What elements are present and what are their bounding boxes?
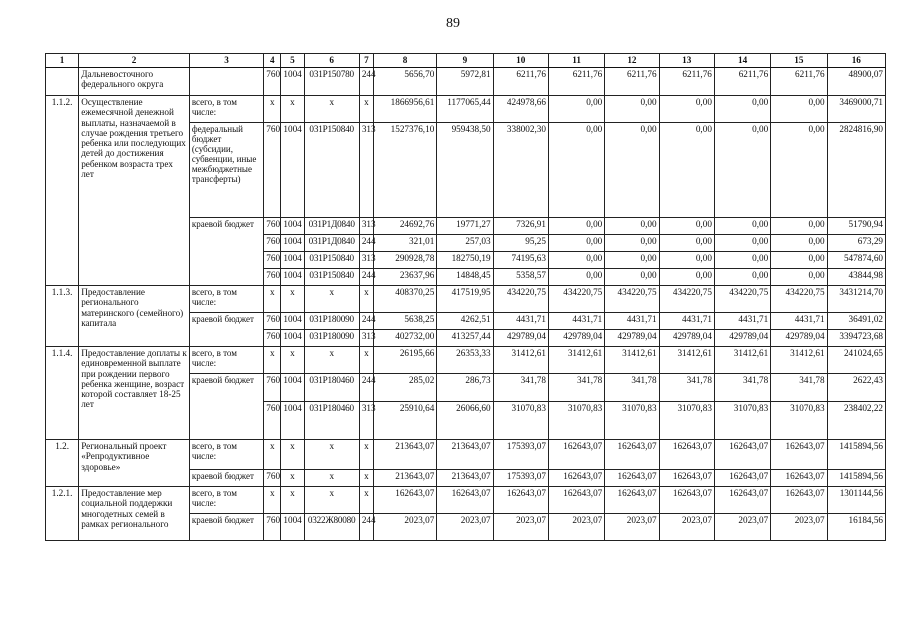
value-cell: 0,00 (771, 235, 827, 252)
value-cell: 424978,66 (493, 96, 548, 123)
value-cell: 7326,91 (493, 218, 548, 235)
code-cell: x (304, 440, 359, 470)
funding-source: краевой бюджет (189, 218, 263, 286)
code-cell: 0322Ж80080 (304, 514, 359, 541)
value-cell: 1301144,56 (827, 487, 885, 514)
value-cell: 0,00 (659, 96, 714, 123)
value-cell: 321,01 (373, 235, 436, 252)
code-cell: 1004 (281, 514, 304, 541)
code-cell: x (359, 487, 373, 514)
value-cell: 413257,44 (437, 330, 493, 347)
code-cell: 313 (359, 252, 373, 269)
value-cell: 0,00 (548, 123, 604, 218)
value-cell: 162643,07 (493, 487, 548, 514)
code-cell: x (281, 440, 304, 470)
value-cell: 26195,66 (373, 347, 436, 374)
value-cell: 0,00 (771, 269, 827, 286)
measure-name: Региональный проект «Репродуктивное здоровье» (79, 440, 190, 487)
value-cell: 6211,76 (771, 68, 827, 96)
code-cell: x (281, 470, 304, 487)
code-cell: 1004 (281, 402, 304, 440)
value-cell: 341,78 (659, 374, 714, 402)
code-cell: 031P180460 (304, 402, 359, 440)
code-cell: 760 (264, 514, 281, 541)
header-cell: 7 (359, 54, 373, 68)
value-cell: 25910,64 (373, 402, 436, 440)
value-cell: 31070,83 (714, 402, 770, 440)
value-cell: 434220,75 (659, 286, 714, 313)
value-cell: 16184,56 (827, 514, 885, 541)
row-number-cell: 1.1.3. (46, 286, 79, 347)
funding-source: краевой бюджет (189, 514, 263, 541)
value-cell: 429789,04 (548, 330, 604, 347)
value-cell: 162643,07 (548, 487, 604, 514)
code-cell: 244 (359, 514, 373, 541)
value-cell: 0,00 (714, 96, 770, 123)
value-cell: 31070,83 (659, 402, 714, 440)
table-row (46, 68, 886, 96)
code-cell: x (281, 96, 304, 123)
value-cell: 162643,07 (771, 440, 827, 470)
measure-name: Дальневосточного федерального округа (79, 68, 190, 96)
value-cell: 26066,60 (437, 402, 493, 440)
value-cell: 1415894,56 (827, 470, 885, 487)
header-cell: 16 (827, 54, 885, 68)
value-cell: 4431,71 (714, 313, 770, 330)
value-cell: 341,78 (714, 374, 770, 402)
code-cell: 244 (359, 374, 373, 402)
value-cell: 257,03 (437, 235, 493, 252)
value-cell: 417519,95 (437, 286, 493, 313)
table-row (46, 286, 886, 313)
value-cell: 31412,61 (493, 347, 548, 374)
header-row (46, 54, 886, 68)
value-cell: 162643,07 (771, 470, 827, 487)
value-cell: 434220,75 (605, 286, 659, 313)
value-cell: 31412,61 (771, 347, 827, 374)
value-cell: 0,00 (714, 123, 770, 218)
value-cell: 23637,96 (373, 269, 436, 286)
value-cell: 175393,07 (493, 440, 548, 470)
code-cell: 1004 (281, 123, 304, 218)
code-cell: 760 (264, 68, 281, 96)
value-cell: 51790,94 (827, 218, 885, 235)
value-cell: 2023,07 (493, 514, 548, 541)
value-cell: 341,78 (771, 374, 827, 402)
value-cell: 0,00 (714, 252, 770, 269)
value-cell: 0,00 (605, 218, 659, 235)
value-cell: 0,00 (714, 269, 770, 286)
value-cell: 14848,45 (437, 269, 493, 286)
value-cell: 175393,07 (493, 470, 548, 487)
value-cell: 0,00 (659, 252, 714, 269)
value-cell: 43844,98 (827, 269, 885, 286)
value-cell: 4431,71 (493, 313, 548, 330)
value-cell: 2023,07 (714, 514, 770, 541)
value-cell: 0,00 (771, 123, 827, 218)
code-cell: x (264, 440, 281, 470)
value-cell: 213643,07 (373, 470, 436, 487)
header-cell: 10 (493, 54, 548, 68)
value-cell: 338002,30 (493, 123, 548, 218)
code-cell: 031P150840 (304, 123, 359, 218)
value-cell: 434220,75 (548, 286, 604, 313)
value-cell: 31412,61 (548, 347, 604, 374)
value-cell: 4431,71 (659, 313, 714, 330)
value-cell: 31070,83 (493, 402, 548, 440)
header-cell: 9 (437, 54, 493, 68)
value-cell: 0,00 (605, 252, 659, 269)
code-cell: x (304, 470, 359, 487)
code-cell: x (281, 347, 304, 374)
code-cell: 031P150840 (304, 269, 359, 286)
value-cell: 95,25 (493, 235, 548, 252)
header-cell: 14 (714, 54, 770, 68)
value-cell: 959438,50 (437, 123, 493, 218)
value-cell: 213643,07 (437, 440, 493, 470)
value-cell: 5972,81 (437, 68, 493, 96)
code-cell: x (304, 487, 359, 514)
funding-source: федеральный бюджет (субсидии, субвенции, иные межбюджетные трансферты) (189, 123, 263, 218)
code-cell: x (264, 286, 281, 313)
code-cell: 244 (359, 313, 373, 330)
table-row (46, 347, 886, 374)
value-cell: 2023,07 (659, 514, 714, 541)
value-cell: 2023,07 (373, 514, 436, 541)
funding-source: всего, в том числе: (189, 286, 263, 313)
funding-source: всего, в том числе: (189, 347, 263, 374)
budget-table (45, 53, 886, 541)
value-cell: 6211,76 (605, 68, 659, 96)
code-cell: 760 (264, 218, 281, 235)
header-cell: 4 (264, 54, 281, 68)
funding-source: всего, в том числе: (189, 440, 263, 470)
value-cell: 408370,25 (373, 286, 436, 313)
measure-name: Предоставление доплаты к единовременной выплате при рождении первого ребенка женщине, возраст которой составляет 18-25 лет (79, 347, 190, 440)
value-cell: 290928,78 (373, 252, 436, 269)
value-cell: 31412,61 (605, 347, 659, 374)
value-cell: 0,00 (548, 235, 604, 252)
code-cell: 244 (359, 235, 373, 252)
row-number-cell: 1.2.1. (46, 487, 79, 541)
value-cell: 0,00 (771, 218, 827, 235)
value-cell: 162643,07 (714, 440, 770, 470)
code-cell: 031P1Д0840 (304, 235, 359, 252)
value-cell: 6211,76 (493, 68, 548, 96)
header-cell: 12 (605, 54, 659, 68)
code-cell: 760 (264, 123, 281, 218)
header-cell: 13 (659, 54, 714, 68)
code-cell: x (359, 470, 373, 487)
code-cell: 313 (359, 330, 373, 347)
page-number: 89 (446, 16, 460, 31)
value-cell: 0,00 (605, 235, 659, 252)
value-cell: 162643,07 (373, 487, 436, 514)
value-cell: 2023,07 (605, 514, 659, 541)
value-cell: 402732,00 (373, 330, 436, 347)
table-row (46, 487, 886, 514)
code-cell: 031P1Д0840 (304, 218, 359, 235)
code-cell: 760 (264, 330, 281, 347)
value-cell: 162643,07 (437, 487, 493, 514)
value-cell: 286,73 (437, 374, 493, 402)
value-cell: 429789,04 (771, 330, 827, 347)
value-cell: 162643,07 (714, 487, 770, 514)
header-cell: 1 (46, 54, 79, 68)
row-number-cell (46, 68, 79, 96)
value-cell: 0,00 (605, 123, 659, 218)
value-cell: 0,00 (605, 96, 659, 123)
value-cell: 341,78 (548, 374, 604, 402)
value-cell: 429789,04 (493, 330, 548, 347)
funding-source: всего, в том числе: (189, 487, 263, 514)
code-cell: 313 (359, 123, 373, 218)
code-cell: x (281, 286, 304, 313)
code-cell: x (359, 96, 373, 123)
value-cell: 162643,07 (659, 440, 714, 470)
header-cell: 6 (304, 54, 359, 68)
value-cell: 3469000,71 (827, 96, 885, 123)
value-cell: 0,00 (659, 123, 714, 218)
value-cell: 1415894,56 (827, 440, 885, 470)
code-cell: 031P180090 (304, 330, 359, 347)
code-cell: x (264, 96, 281, 123)
code-cell: 760 (264, 470, 281, 487)
code-cell: 313 (359, 218, 373, 235)
value-cell: 162643,07 (659, 470, 714, 487)
value-cell: 74195,63 (493, 252, 548, 269)
code-cell: 244 (359, 68, 373, 96)
funding-source: краевой бюджет (189, 470, 263, 487)
value-cell: 19771,27 (437, 218, 493, 235)
value-cell: 434220,75 (714, 286, 770, 313)
value-cell: 213643,07 (437, 470, 493, 487)
value-cell: 6211,76 (548, 68, 604, 96)
code-cell: 1004 (281, 330, 304, 347)
value-cell: 434220,75 (771, 286, 827, 313)
code-cell: 1004 (281, 374, 304, 402)
code-cell: x (264, 347, 281, 374)
value-cell: 31412,61 (659, 347, 714, 374)
value-cell: 3431214,70 (827, 286, 885, 313)
value-cell: 4262,51 (437, 313, 493, 330)
header-cell: 11 (548, 54, 604, 68)
code-cell: 760 (264, 374, 281, 402)
value-cell: 2824816,90 (827, 123, 885, 218)
funding-source: всего, в том числе: (189, 96, 263, 123)
code-cell: 313 (359, 402, 373, 440)
value-cell: 26353,33 (437, 347, 493, 374)
code-cell: 031P180090 (304, 313, 359, 330)
value-cell: 162643,07 (659, 487, 714, 514)
code-cell: 760 (264, 252, 281, 269)
value-cell: 2622,43 (827, 374, 885, 402)
value-cell: 2023,07 (771, 514, 827, 541)
value-cell: 1866956,61 (373, 96, 436, 123)
value-cell: 547874,60 (827, 252, 885, 269)
value-cell: 0,00 (548, 96, 604, 123)
header-cell: 2 (79, 54, 190, 68)
code-cell: 031P150780 (304, 68, 359, 96)
value-cell: 6211,76 (714, 68, 770, 96)
value-cell: 162643,07 (548, 470, 604, 487)
value-cell: 0,00 (548, 269, 604, 286)
value-cell: 0,00 (605, 269, 659, 286)
value-cell: 0,00 (771, 96, 827, 123)
value-cell: 5358,57 (493, 269, 548, 286)
header-cell: 15 (771, 54, 827, 68)
value-cell: 429789,04 (714, 330, 770, 347)
value-cell: 434220,75 (493, 286, 548, 313)
value-cell: 3394723,68 (827, 330, 885, 347)
value-cell: 0,00 (771, 252, 827, 269)
value-cell: 36491,02 (827, 313, 885, 330)
value-cell: 31412,61 (714, 347, 770, 374)
value-cell: 341,78 (605, 374, 659, 402)
code-cell: 760 (264, 313, 281, 330)
code-cell: x (359, 440, 373, 470)
code-cell: 1004 (281, 252, 304, 269)
value-cell: 31070,83 (548, 402, 604, 440)
value-cell: 1527376,10 (373, 123, 436, 218)
code-cell: 244 (359, 269, 373, 286)
value-cell: 0,00 (548, 252, 604, 269)
funding-source: краевой бюджет (189, 313, 263, 347)
value-cell: 0,00 (714, 235, 770, 252)
code-cell: 1004 (281, 313, 304, 330)
value-cell: 162643,07 (771, 487, 827, 514)
value-cell: 0,00 (548, 218, 604, 235)
value-cell: 5638,25 (373, 313, 436, 330)
code-cell: 760 (264, 235, 281, 252)
code-cell: x (359, 286, 373, 313)
value-cell: 162643,07 (548, 440, 604, 470)
value-cell: 182750,19 (437, 252, 493, 269)
value-cell: 1177065,44 (437, 96, 493, 123)
value-cell: 162643,07 (605, 470, 659, 487)
code-cell: x (304, 347, 359, 374)
code-cell: 031P180460 (304, 374, 359, 402)
measure-name: Осуществление ежемесячной денежной выплаты, назначаемой в случае рождения третьего ребенка или последующих детей до достижения ребенком возраста трех лет (79, 96, 190, 286)
value-cell: 241024,65 (827, 347, 885, 374)
value-cell: 0,00 (659, 235, 714, 252)
value-cell: 162643,07 (714, 470, 770, 487)
value-cell: 4431,71 (605, 313, 659, 330)
funding-source: краевой бюджет (189, 374, 263, 440)
value-cell: 6211,76 (659, 68, 714, 96)
header-cell: 5 (281, 54, 304, 68)
code-cell: x (281, 487, 304, 514)
funding-source (189, 68, 263, 96)
value-cell: 4431,71 (548, 313, 604, 330)
value-cell: 0,00 (659, 269, 714, 286)
code-cell: 031P150840 (304, 252, 359, 269)
value-cell: 31070,83 (771, 402, 827, 440)
value-cell: 162643,07 (605, 440, 659, 470)
table-row (46, 96, 886, 123)
header-cell: 8 (373, 54, 436, 68)
value-cell: 5656,70 (373, 68, 436, 96)
value-cell: 213643,07 (373, 440, 436, 470)
code-cell: 760 (264, 402, 281, 440)
code-cell: 760 (264, 269, 281, 286)
value-cell: 285,02 (373, 374, 436, 402)
value-cell: 24692,76 (373, 218, 436, 235)
code-cell: x (264, 487, 281, 514)
code-cell: x (304, 286, 359, 313)
value-cell: 48900,07 (827, 68, 885, 96)
code-cell: 1004 (281, 218, 304, 235)
code-cell: x (359, 347, 373, 374)
value-cell: 0,00 (714, 218, 770, 235)
value-cell: 673,29 (827, 235, 885, 252)
row-number-cell: 1.2. (46, 440, 79, 487)
value-cell: 162643,07 (605, 487, 659, 514)
header-cell: 3 (189, 54, 263, 68)
value-cell: 2023,07 (437, 514, 493, 541)
table-row (46, 440, 886, 470)
row-number-cell: 1.1.2. (46, 96, 79, 286)
value-cell: 429789,04 (605, 330, 659, 347)
measure-name: Предоставление регионального материнского (семейного) капитала (79, 286, 190, 347)
code-cell: 1004 (281, 269, 304, 286)
value-cell: 2023,07 (548, 514, 604, 541)
value-cell: 4431,71 (771, 313, 827, 330)
measure-name: Предоставление мер социальной поддержки многодетных семей в рамках регионального (79, 487, 190, 541)
value-cell: 429789,04 (659, 330, 714, 347)
value-cell: 0,00 (659, 218, 714, 235)
value-cell: 341,78 (493, 374, 548, 402)
row-number-cell: 1.1.4. (46, 347, 79, 440)
value-cell: 31070,83 (605, 402, 659, 440)
code-cell: 1004 (281, 235, 304, 252)
code-cell: 1004 (281, 68, 304, 96)
value-cell: 238402,22 (827, 402, 885, 440)
code-cell: x (304, 96, 359, 123)
